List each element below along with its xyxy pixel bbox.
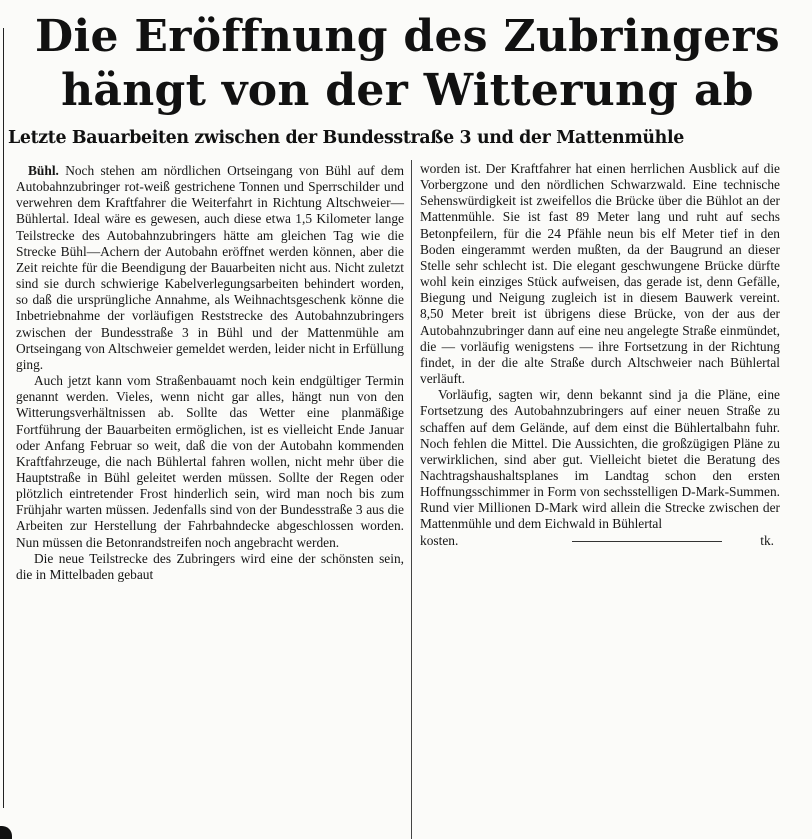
author-byline: tk. [760,532,774,548]
headline-line-1: Die Eröffnung des Zubringers [35,11,780,62]
headline-line-2: hängt von der Witterung ab [61,65,754,116]
subheadline: Letzte Bauarbeiten zwischen der Bundesstraße 3 und der Mattenmühle [8,128,684,148]
article-paragraph-1 [16,163,404,373]
article-column-right [420,161,780,549]
closing-row [420,533,780,549]
closing-rule [572,541,722,542]
article-paragraph-4: Vorläufig, sagten wir, denn bekannt sind ja die Pläne, eine Fortsetzung des Autobahnzubringers auf einer neuen Straße zu schaffen auf dem Gelände, auf dem einst die Bühlertalbahn fuhr. Noch fehlen die Mittel. Die Aussichten, die großzügigen Pläne zu verwirklichen, sind aber gut. Vielleicht bietet die Beratung des Nachtragshaushaltsplanes im Landtag schon den ersten Hoffnungsschimmer in Form von sechsstelligen D-Mark-Summen. Rund vier Millionen D-Mark wird allein die Strecke zwischen der Mattenmühle und dem Eichwald in Bühlertal [420,387,780,532]
page-corner-mark [0,826,12,839]
column-divider [411,160,412,839]
headline [10,10,805,118]
article-paragraph-2: Auch jetzt kann vom Straßenbauamt noch kein endgültiger Termin genannt werden. Vieles, wenn nicht gar alles, hängt nun von den Witterungsverhältnissen ab. Sollte das Wetter eine planmäßige Fortführung der Bauarbeiten ermöglichen, ist es vielleicht Ende Januar oder Anfang Februar so weit, daß die von der Autobahn kommenden Kraftfahrzeuge, die nach Bühlertal fahren wollen, nicht mehr über die Hauptstraße in Bühl geleitet werden müssen. Sollte der Regen oder plötzlich eintretender Frost hinderlich sein, wird man noch bis zum Frühjahr warten müssen. Jedenfalls sind von der Bundesstraße 3 aus die Arbeiten zur Herstellung der Fahrbahndecke abgeschlossen worden. Nun müssen die Betonrandstreifen noch angebracht werden. [16,373,404,550]
closing-word: kosten. [420,532,459,548]
article-column-left [16,163,404,583]
dateline: Bühl. [28,163,59,178]
left-margin-rule [3,28,4,808]
article-paragraph-3-continued: worden ist. Der Kraftfahrer hat einen herrlichen Ausblick auf die Vorbergzone und den nördlichen Schwarzwald. Eine technische Sehenswürdigkeit ist zweifellos die Brücke über die Bühlot an der Mattenmühle. Sie ist fast 89 Meter lang und ruht auf sechs Betonpfeilern, für die 24 Pfähle neun bis elf Meter tief in den Boden eingerammt werden mußten, da der Baugrund an dieser Stelle sehr schlecht ist. Die elegant geschwungene Brücke dürfte wohl kein einziges Stück aufweisen, das gerade ist, denn Gefälle, Biegung und Neigung zugleich ist in diesem Bauwerk vereint. 8,50 Meter breit ist übrigens diese Brücke, von der aus der Autobahnzubringer dann auf eine neu angelegte Straße einmündet, die — vorläufig wenigstens — ihre Fortsetzung in der Richtung findet, in der die alte Straße durch Altschweier nach Bühlertal verläuft. [420,161,780,387]
paragraph-1-text: Noch stehen am nördlichen Ortseingang von Bühl auf dem Autobahnzubringer rot-weiß gestrichene Tonnen und Sperrschilder und verwehren dem Kraftfahrer die Weiterfahrt in Richtung Altschweier—Bühlertal. Ideal wäre es gewesen, auch diese etwa 1,5 Kilometer lange Teilstrecke des Autobahnzubringers hätte am gleichen Tag wie die Strecke Bühl—Achern der Autobahn eröffnet werden können, aber die Zeit reichte für die Beendigung der Bauarbeiten nicht aus. Nicht zuletzt sind sie durch schwierige Kabelverlegungsarbeiten behindert worden, so daß die ursprüngliche Annahme, als Weihnachtsgeschenk könne die Inbetriebnahme der vorläufigen Reststrecke des Autobahnzubringers zwischen der Bundesstraße 3 in Bühl und der Mattenmühle am Ortseingang von Altschweier gemeldet werden, leider nicht in Erfüllung ging. [16,163,404,372]
article-paragraph-3: Die neue Teilstrecke des Zubringers wird eine der schönsten sein, die in Mittelbaden gebaut [16,550,404,582]
